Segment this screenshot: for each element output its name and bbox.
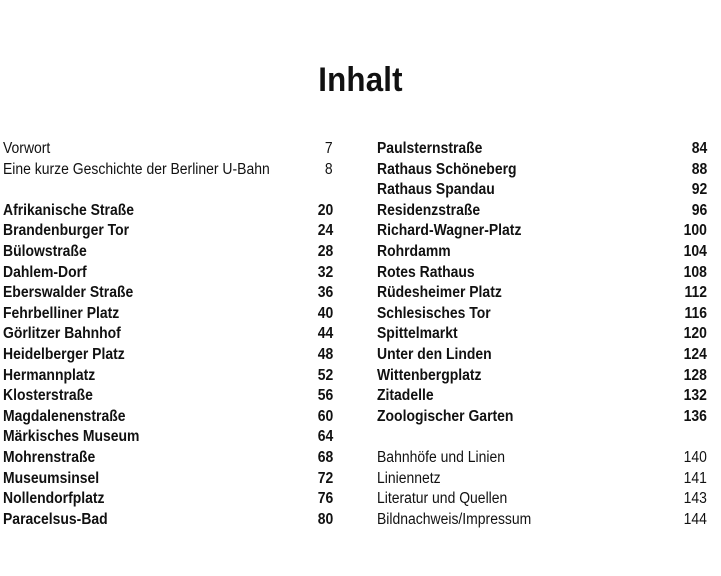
toc-entry <box>3 263 333 284</box>
toc-entry <box>377 489 707 510</box>
page-title: Inhalt <box>318 60 403 99</box>
toc-entry <box>377 263 707 284</box>
toc-entry-page-number: 140 <box>683 448 707 466</box>
toc-entry <box>377 345 707 366</box>
toc-entry-page-number: 20 <box>317 201 333 219</box>
toc-entry-page-number: 60 <box>317 407 333 425</box>
toc-entry-page-number: 136 <box>683 407 707 425</box>
toc-entry-page-number: 84 <box>691 140 707 157</box>
toc-entry-title: Schlesisches Tor <box>377 304 491 322</box>
toc-spacer <box>377 427 707 448</box>
toc-entry-title: Märkisches Museum <box>3 428 140 446</box>
toc-entry-page-number: 100 <box>683 222 707 240</box>
toc-entry <box>3 160 333 181</box>
toc-entry-page-number: 144 <box>683 510 707 528</box>
toc-entry-title: Dahlem-Dorf <box>3 263 87 281</box>
toc-entry-page-number: 88 <box>691 160 707 178</box>
toc-entry-title: Rüdesheimer Platz <box>377 284 502 302</box>
toc-entry-title: Rotes Rathaus <box>377 263 475 281</box>
toc-entry-title: Vorwort <box>3 140 51 157</box>
toc-entry-title: Magdalenenstraße <box>3 407 126 425</box>
toc-entry-title: Bahnhöfe und Linien <box>377 448 505 466</box>
toc-entry <box>3 221 333 242</box>
toc-entry <box>3 283 333 304</box>
toc-entry <box>377 324 707 345</box>
toc-appendix-group <box>377 448 707 530</box>
toc-entry-page-number: 116 <box>684 304 707 322</box>
toc-entry-title: Hermannplatz <box>3 366 96 384</box>
toc-entry <box>3 139 333 160</box>
toc-entry-page-number: 32 <box>317 263 333 281</box>
toc-entry-page-number: 141 <box>683 469 707 487</box>
toc-stations-group <box>377 139 707 427</box>
toc-entry-title: Görlitzer Bahnhof <box>3 325 121 343</box>
toc-entry <box>377 180 707 201</box>
toc-entry-title: Wittenbergplatz <box>377 366 482 384</box>
toc-entry <box>377 283 707 304</box>
toc-entry <box>377 242 707 263</box>
toc-entry <box>377 386 707 407</box>
toc-entry-page-number: 92 <box>691 181 707 199</box>
toc-entry-title: Spittelmarkt <box>377 325 458 343</box>
toc-entry-title: Paulsternstraße <box>377 140 483 157</box>
toc-entry <box>377 448 707 469</box>
toc-entry <box>377 201 707 222</box>
toc-entry-title: Eberswalder Straße <box>3 284 134 302</box>
toc-entry-page-number: 80 <box>317 510 333 528</box>
toc-entry-title: Rathaus Spandau <box>377 181 495 199</box>
toc-entry-page-number: 72 <box>317 469 333 487</box>
toc-entry-page-number: 64 <box>317 428 333 446</box>
toc-entry-title: Liniennetz <box>377 469 441 487</box>
toc-entry-page-number: 24 <box>317 222 333 240</box>
toc-entry-title: Rathaus Schöneberg <box>377 160 517 178</box>
toc-entry-page-number: 112 <box>684 284 707 302</box>
toc-entry <box>377 221 707 242</box>
toc-entry-page-number: 120 <box>683 325 707 343</box>
toc-entry-title: Residenzstraße <box>377 201 481 219</box>
toc-entry <box>377 407 707 428</box>
toc-entry <box>377 304 707 325</box>
toc-entry-page-number: 40 <box>317 304 333 322</box>
toc-right-column <box>377 139 707 530</box>
toc-entry-title: Bildnachweis/Impressum <box>377 510 532 528</box>
toc-entry <box>377 160 707 181</box>
toc-entry-page-number: 44 <box>317 325 333 343</box>
toc-entry-title: Klosterstraße <box>3 387 93 405</box>
toc-entry-title: Afrikanische Straße <box>3 201 135 219</box>
toc-entry-page-number: 7 <box>325 140 333 157</box>
toc-entry-title: Brandenburger Tor <box>3 222 130 240</box>
toc-entry <box>377 366 707 387</box>
toc-entry <box>3 304 333 325</box>
toc-spacer <box>3 180 333 201</box>
toc-entry <box>3 510 333 531</box>
toc-stations-group <box>3 201 333 531</box>
toc-entry-title: Zoologischer Garten <box>377 407 514 425</box>
toc-entry <box>3 427 333 448</box>
toc-entry <box>3 386 333 407</box>
toc-entry-title: Museumsinsel <box>3 469 100 487</box>
toc-entry-title: Fehrbelliner Platz <box>3 304 120 322</box>
toc-entry <box>3 407 333 428</box>
toc-entry-title: Bülowstraße <box>3 242 87 260</box>
toc-left-column <box>3 139 333 530</box>
toc-entry-page-number: 104 <box>683 242 707 260</box>
toc-entry <box>3 469 333 490</box>
toc-entry-title: Eine kurze Geschichte der Berliner U-Bahn <box>3 160 270 178</box>
toc-entry-title: Nollendorfplatz <box>3 490 105 508</box>
toc-entry-page-number: 56 <box>317 387 333 405</box>
toc-entry <box>377 139 707 160</box>
toc-entry-page-number: 76 <box>317 490 333 508</box>
toc-entry-title: Literatur und Quellen <box>377 490 508 508</box>
toc-entry-title: Paracelsus-Bad <box>3 510 108 528</box>
toc-entry-page-number: 68 <box>317 448 333 466</box>
toc-entry <box>3 324 333 345</box>
toc-entry <box>3 201 333 222</box>
toc-entry <box>377 510 707 531</box>
toc-entry-page-number: 96 <box>691 201 707 219</box>
toc-entry-page-number: 143 <box>683 490 707 508</box>
toc-entry-title: Mohrenstraße <box>3 448 96 466</box>
toc-entry <box>3 366 333 387</box>
toc-entry <box>377 469 707 490</box>
toc-entry-title: Zitadelle <box>377 387 434 405</box>
toc-entry <box>3 489 333 510</box>
toc-entry-title: Rohrdamm <box>377 242 451 260</box>
toc-entry <box>3 345 333 366</box>
toc-entry-page-number: 132 <box>683 387 707 405</box>
toc-entry-page-number: 124 <box>683 345 707 363</box>
toc-entry-page-number: 28 <box>317 242 333 260</box>
toc-entry-page-number: 108 <box>683 263 707 281</box>
toc-entry-title: Richard-Wagner-Platz <box>377 222 522 240</box>
toc-intro-group <box>3 139 333 180</box>
toc-entry-page-number: 52 <box>317 366 333 384</box>
toc-entry-page-number: 48 <box>317 345 333 363</box>
toc-entry <box>3 448 333 469</box>
toc-entry-page-number: 36 <box>317 284 333 302</box>
toc-entry-page-number: 8 <box>325 160 333 178</box>
toc-entry-title: Heidelberger Platz <box>3 345 125 363</box>
toc-entry-title: Unter den Linden <box>377 345 492 363</box>
toc-entry <box>3 242 333 263</box>
toc-entry-page-number: 128 <box>683 366 707 384</box>
